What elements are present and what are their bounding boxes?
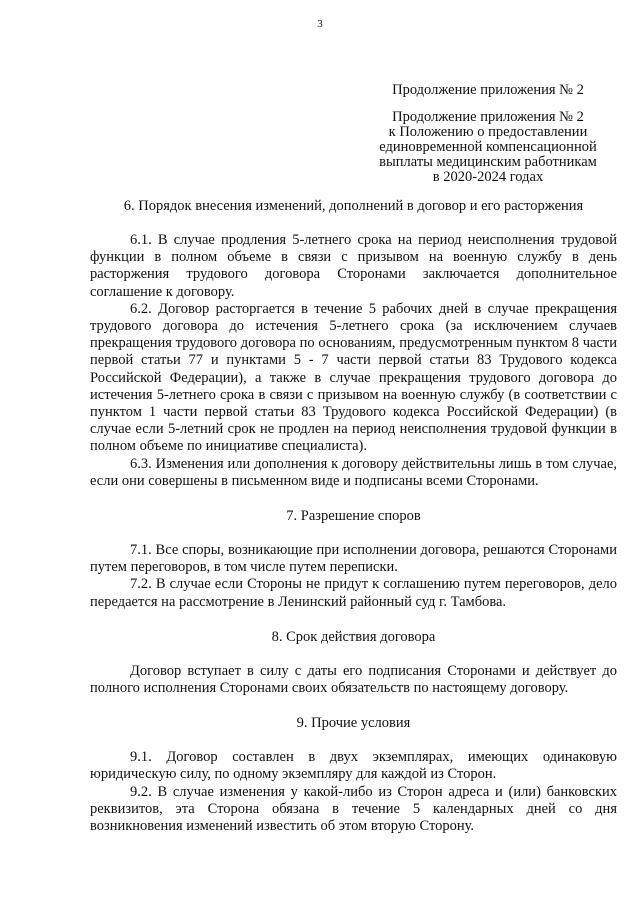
paragraph-7-1: 7.1. Все споры, возникающие при исполнении договора, решаются Сторонами путем переговоров, в том числе путем переписки. xyxy=(90,542,617,576)
spacer xyxy=(90,490,617,508)
spacer xyxy=(90,697,617,715)
paragraph-7-2: 7.2. В случае если Стороны не придут к соглашению путем переговоров, дело передается на рассмотрение в Ленинский районный суд г. Тамбова. xyxy=(90,576,617,610)
section-9-heading: 9. Прочие условия xyxy=(296,715,411,732)
appendix-line: Продолжение приложения № 2 xyxy=(392,109,584,125)
paragraph-9-1: 9.1. Договор составлен в двух экземплярах, имеющих одинаковую юридическую силу, по одному экземпляру для каждой из Сторон. xyxy=(90,749,617,783)
document-body xyxy=(90,198,617,835)
spacer xyxy=(90,646,617,663)
spacer xyxy=(90,525,617,542)
paragraph-8: Договор вступает в силу с даты его подписания Сторонами и действует до полного исполнения Сторонами своих обязательств по настоящему договору. xyxy=(90,662,617,697)
appendix-line: единовременной компенсационной xyxy=(379,139,597,155)
appendix-line: в 2020-2024 годах xyxy=(432,169,544,185)
paragraph-6-1: 6.1. В случае продления 5-летнего срока на период неисполнения трудовой функции в полном объеме в связи с призывом на военную службу в день расторжения трудового договора Сторонами заключается дополнительное соглашение к договору. xyxy=(90,232,617,300)
paragraph-6-3: 6.3. Изменения или дополнения к договору действительны лишь в том случае, если они совершены в письменном виде и подписаны всеми Сторонами. xyxy=(90,455,617,489)
paragraph-9-2: 9.2. В случае изменения у какой-либо из Сторон адреса и (или) банковских реквизитов, эта Сторона обязана в течение 5 календарных дней со дня возникновения изменений известить об этом вторую Сторону. xyxy=(90,783,617,835)
spacer xyxy=(90,215,617,232)
section-8-heading: 8. Срок действия договора xyxy=(271,628,436,645)
section-6-heading: 6. Порядок внесения изменений, дополнений в договор и его расторжения xyxy=(123,198,584,214)
appendix-continuation-full xyxy=(370,110,606,185)
page-number: 3 xyxy=(317,18,323,30)
appendix-continuation-short: Продолжение приложения № 2 xyxy=(392,82,584,98)
paragraph-6-2: 6.2. Договор расторгается в течение 5 рабочих дней в случае прекращения трудового договора до истечения 5-летнего срока (за исключением случаев прекращения трудового договора по основаниям, предусмотренным пунктом 8 части первой статьи 77 и пунктами 5 - 7 части первой статьи 83 Трудового кодекса Российской Федерации), а также в случае прекращения трудового договора до истечения 5-летнего срока в связи с призывом на военную службу (в соответствии с пунктом 1 части первой статьи 83 Трудового кодекса Российской Федерации) (в случае если 5-летний срок не продлен на период неисполнения трудовой функции в полном объеме по инициативе специалиста). xyxy=(90,300,617,455)
spacer xyxy=(90,611,617,629)
section-7-heading: 7. Разрешение споров xyxy=(286,508,421,525)
appendix-line: к Положению о предоставлении xyxy=(388,124,588,140)
spacer xyxy=(90,732,617,749)
appendix-line: выплаты медицинским работникам xyxy=(379,154,597,170)
